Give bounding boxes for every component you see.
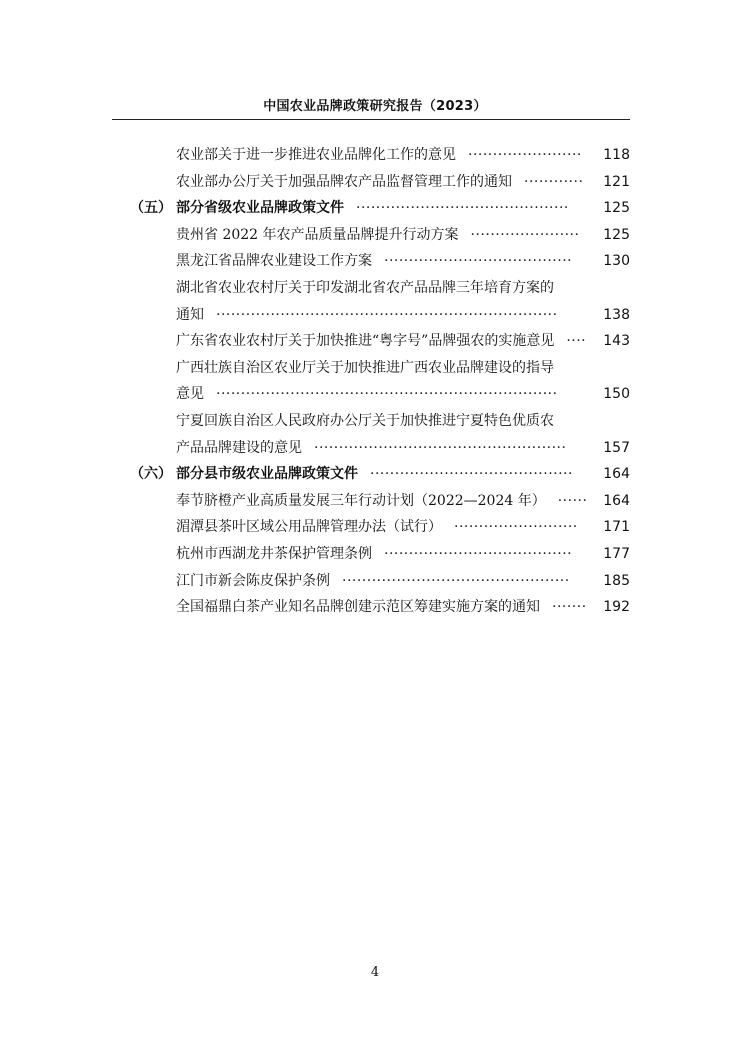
toc-leader-dots: ····································································· [216,386,558,403]
toc-entry[interactable] [0,541,750,567]
toc-title: 宁夏回族自治区人民政府办公厅关于加快推进宁夏特色优质农 [176,413,554,429]
toc-section-number: （五） [130,200,172,217]
toc-leader-dots: ····································································· [216,306,558,323]
toc-leader-dots: ············ [524,173,584,190]
toc-page-number: 118 [603,147,630,163]
toc-leader-dots: ·············································· [342,572,570,589]
toc-title: 全国福鼎白茶产业知名品牌创建示范区筹建实施方案的通知 [176,599,540,616]
toc-leader-dots: ········································· [370,466,573,483]
toc-title: 贵州省 2022 年农产品质量品牌提升行动方案 [176,226,459,243]
toc-title: 黑龙江省品牌农业建设工作方案 [176,253,372,270]
toc-entry[interactable] [0,302,750,328]
toc-entry[interactable] [0,142,750,168]
toc-leader-dots: ······················· [468,147,582,163]
toc-page-number: 164 [603,492,630,509]
toc-leader-dots: ······················ [470,226,580,243]
toc-leader-dots: ······································ [384,253,573,270]
toc-title: 部分省级农业品牌政策文件 [176,200,344,217]
toc-entry[interactable] [0,355,750,381]
toc-entry[interactable] [0,568,750,594]
running-header: 中国农业品牌政策研究报告（2023） [263,99,487,114]
toc-leader-dots: ························· [454,519,578,536]
toc-title: 部分县市级农业品牌政策文件 [176,466,358,483]
toc-title: 奉节脐橙产业高质量发展三年行动计划（2022—2024 年） [176,492,546,509]
toc-entry[interactable] [0,514,750,540]
toc-page-number: 164 [603,466,630,483]
toc-title: 杭州市西湖龙井茶保护管理条例 [176,546,372,562]
toc-page-number: 185 [603,572,630,589]
toc-title: 农业部关于进一步推进农业品牌化工作的意见 [176,147,456,163]
toc-page-number: 192 [603,599,630,616]
toc-page-number: 157 [603,439,630,456]
page-number: 4 [370,965,380,980]
toc-title: 湖北省农业农村厅关于印发湖北省农产品品牌三年培育方案的 [176,280,554,296]
toc-leader-dots: ······· [552,599,587,616]
toc-title: 产品品牌建设的意见 [176,439,302,456]
toc-title: 通知 [176,306,204,323]
toc-entry[interactable] [0,275,750,301]
toc-leader-dots: ······ [557,492,588,509]
toc-leader-dots: ··········································· [356,200,569,217]
toc-page-number: 171 [603,519,630,536]
toc-page-number: 125 [603,226,630,243]
toc-section-heading[interactable] [0,461,750,487]
toc-page-number: 138 [603,306,630,323]
toc-entry[interactable] [0,435,750,461]
toc-page-number: 121 [603,173,630,190]
toc-title: 湄潭县茶叶区域公用品牌管理办法（试行） [176,519,442,536]
toc-page-number: 143 [603,333,630,350]
toc-entry[interactable] [0,248,750,274]
toc-page-number: 130 [603,253,630,270]
toc-entry[interactable] [0,408,750,434]
toc-page-number: 150 [603,386,630,403]
toc-title: 意见 [176,386,204,403]
toc-entry[interactable] [0,381,750,407]
toc-leader-dots: ··················································· [314,439,567,456]
toc-entry[interactable] [0,169,750,195]
toc-title: 广西壮族自治区农业厅关于加快推进广西农业品牌建设的指导 [176,359,554,376]
toc-entry[interactable] [0,328,750,354]
toc-section-number: （六） [130,466,172,483]
toc-title: 江门市新会陈皮保护条例 [176,572,330,589]
toc-section-heading[interactable] [0,195,750,221]
toc-leader-dots: ···· [566,333,587,350]
toc-title: 广东省农业农村厅关于加快推进“粤字号”品牌强农的实施意见 [176,333,555,350]
toc-entry[interactable] [0,594,750,620]
toc-title: 农业部办公厅关于加强品牌农产品监督管理工作的通知 [176,173,512,190]
toc-page-number: 125 [603,200,630,217]
header-rule [112,119,630,120]
toc-entry[interactable] [0,222,750,248]
toc-page-number: 177 [603,546,630,562]
toc-leader-dots: ······································ [384,546,573,562]
toc-entry[interactable] [0,488,750,514]
